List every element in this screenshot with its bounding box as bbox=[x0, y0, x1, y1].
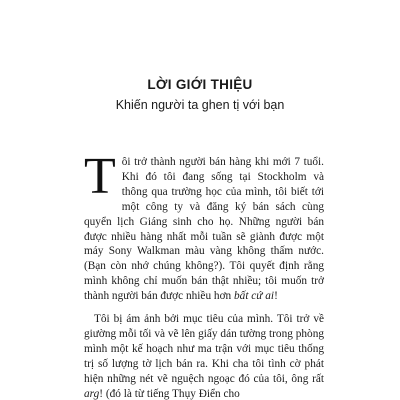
paragraph-1-ending: ! bbox=[274, 290, 278, 303]
paragraph-2-text: Tôi bị ám ảnh bởi mục tiêu của mình. Tôi trở về giường mỗi tối và vẽ lên giấy dán tường trong phòng mình một kế hoạch như ma trận với mục tiêu thống trị số lượng tờ lịch bán ra. Khi cha tôi tình cờ phát hiện những nét vẽ nguệch ngoạc đó của tôi, ông rất bbox=[84, 313, 324, 385]
paragraph-1 bbox=[84, 148, 324, 304]
chapter-subtitle: Khiến người ta ghen tị với bạn bbox=[115, 98, 285, 112]
paragraph-1-text: ôi trở thành người bán hàng khi mới 7 tuổi. Khi đó tôi đang sống tại Stockholm và thông qua trường học của mình, tôi biết tới một công ty và đăng ký bán sách cùng quyển lịch Giáng sinh cho họ. Những người bán được nhiều hàng nhất mỗi tuần sẽ giành được một máy Sony Walkman màu vàng không thấm nước. (Bạn còn nhớ chúng không?). Tôi quyết định rằng mình không chỉ muốn bán thật nhiều; tôi muốn trở thành người bán được nhiều hơn bbox=[84, 156, 324, 303]
chapter-title: LỜI GIỚI THIỆU bbox=[147, 77, 253, 92]
paragraph-1-emphasis: bất cứ ai bbox=[234, 290, 275, 303]
body-text bbox=[84, 148, 324, 400]
paragraph-2-ending: ! (đó là từ tiếng Thụy Điển cho bbox=[99, 387, 240, 400]
paragraph-2-emphasis: arg bbox=[84, 387, 100, 400]
paragraph-2 bbox=[84, 312, 324, 400]
drop-cap: T bbox=[84, 148, 116, 205]
